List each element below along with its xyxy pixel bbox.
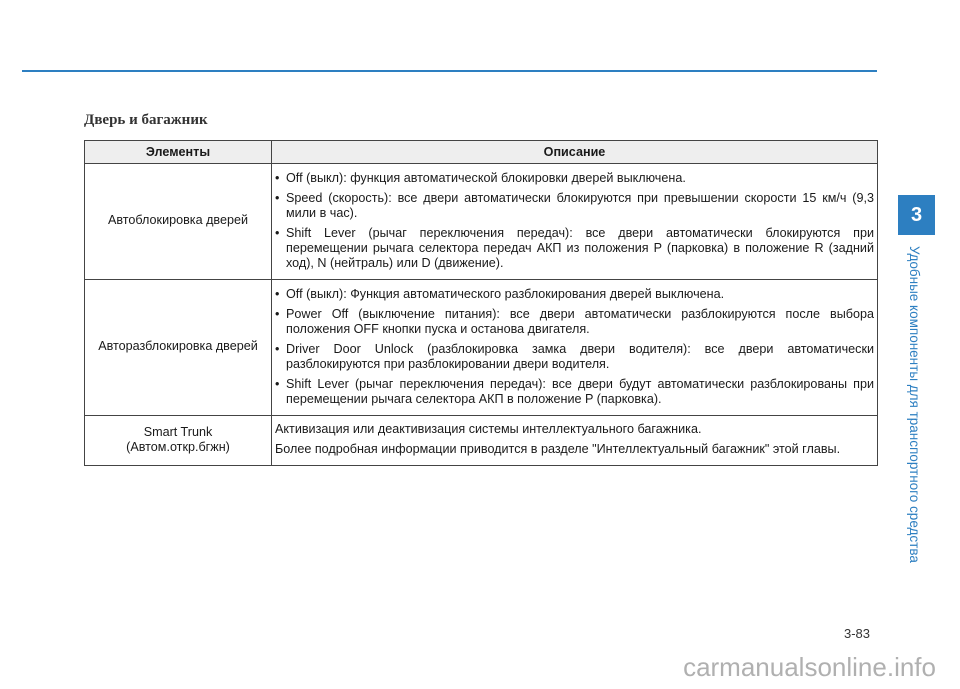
row-description-cell xyxy=(272,280,878,416)
element-name: Авторазблокировка дверей xyxy=(98,339,258,353)
row-element-cell xyxy=(85,416,272,466)
table-row-smart-trunk xyxy=(85,416,878,466)
list-item: • Shift Lever (рычаг переключения передач): все двери автоматически блокируются при перемещении рычага селектора передач АКП из положения P (парковка) в положение R (задний ход), N (нейтраль) или D (движение). xyxy=(275,226,874,271)
table-header-row xyxy=(85,141,878,164)
column-header-elements: Элементы xyxy=(85,141,272,164)
list-item: • Off (выкл): функция автоматической блокировки дверей выключена. xyxy=(275,171,874,186)
chapter-number-tab: 3 xyxy=(898,195,935,235)
watermark: carmanualsonline.info xyxy=(683,652,936,682)
description-list xyxy=(275,171,874,271)
top-divider xyxy=(22,70,877,72)
element-name: Smart Trunk xyxy=(143,424,213,439)
description-paragraph: Более подробная информации приводится в разделе "Интеллектуальный багажник" этой главы. xyxy=(275,442,841,456)
table-row-auto-lock xyxy=(85,164,878,280)
description-paragraph: Активизация или деактивизация системы интеллектуального багажника. xyxy=(275,422,702,436)
description-list xyxy=(275,287,874,407)
section-title: Дверь и багажник xyxy=(84,112,208,128)
table-row-auto-unlock xyxy=(85,280,878,416)
list-item: • Power Off (выключение питания): все двери автоматически разблокируются после выбора положения OFF кнопки пуска и останова двигателя. xyxy=(275,307,874,337)
row-element-cell xyxy=(85,164,272,280)
row-description-cell xyxy=(272,416,878,466)
list-item: • Speed (скорость): все двери автоматически блокируются при превышении скорости 15 км/ч (9,3 мили в час). xyxy=(275,191,874,221)
element-name-sub: (Автом.откр.бгжн) xyxy=(126,439,230,454)
list-item: • Driver Door Unlock (разблокировка замка двери водителя): все двери автоматически разблокируются при разблокировании двери водителя. xyxy=(275,342,874,372)
page-number: 3-83 xyxy=(843,626,870,641)
column-header-description: Описание xyxy=(272,141,878,164)
list-item: • Off (выкл): Функция автоматического разблокирования дверей выключена. xyxy=(275,287,874,302)
element-name: Автоблокировка дверей xyxy=(107,213,249,227)
row-element-cell xyxy=(85,280,272,416)
row-description-cell xyxy=(272,164,878,280)
list-item: • Shift Lever (рычаг переключения передач): все двери будут автоматически разблокированы при перемещении рычага селектора АКП в положение P (парковка). xyxy=(275,377,874,407)
chapter-title: Удобные компоненты для транспортного средства xyxy=(907,246,922,563)
settings-table xyxy=(84,140,878,466)
